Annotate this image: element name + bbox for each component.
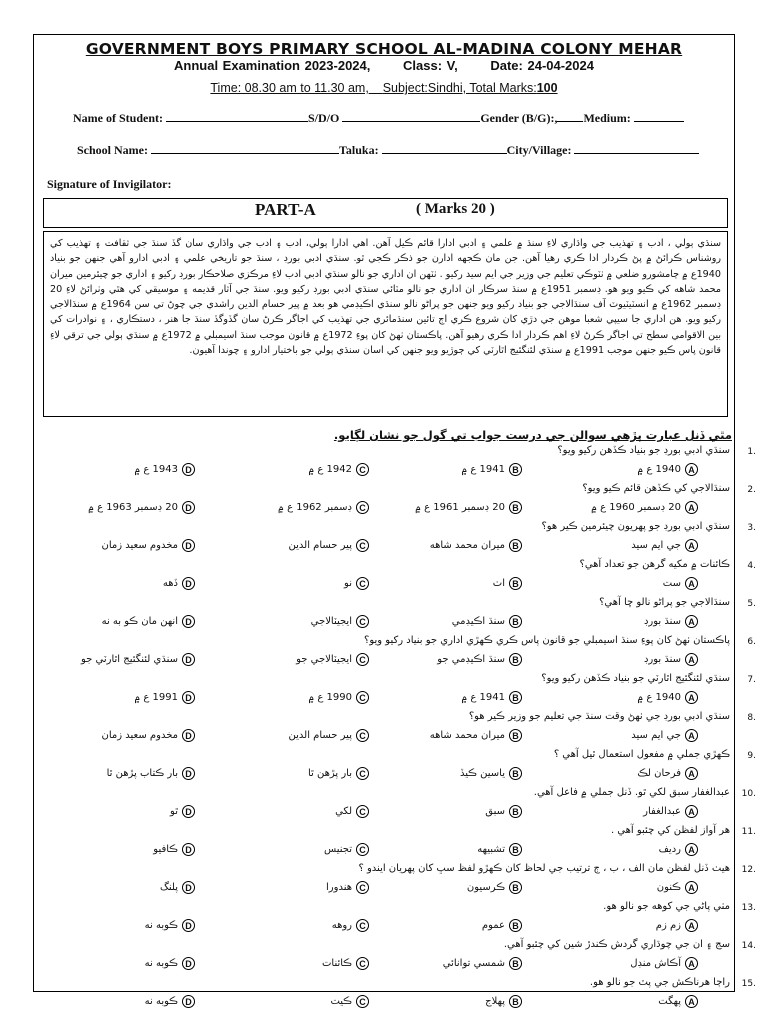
option-a-label: فرحان لڪ [637,768,681,779]
option-b[interactable] [485,805,522,818]
question-number: 9. [747,751,756,761]
option-a-circle[interactable]: A [685,919,698,932]
option-b-circle[interactable]: B [509,881,522,894]
option-a-label: رديف [658,844,681,855]
question-text: هيٺ ڏنل لفظن مان الف ، ب ، ڄ ترتيب جي لحاظ کان ڪهڙو لفظ سڀ کان پهريان ايندو ؟ [358,863,730,874]
option-b[interactable] [460,767,522,780]
option-d-circle[interactable]: D [182,501,195,514]
option-d-label: ڪوبه نه [144,920,178,931]
option-d[interactable] [102,729,195,742]
question-number: 2. [747,485,756,495]
time-subject-line [0,81,768,95]
option-b-label: عموم [481,920,505,931]
question-number: 11. [741,827,756,837]
exam-time: Time: 08.30 am to 11.30 am, [210,81,369,95]
option-b[interactable] [443,957,522,970]
option-b-circle[interactable]: B [509,805,522,818]
option-d[interactable] [134,463,195,476]
option-c[interactable] [332,919,369,932]
option-a[interactable] [637,691,698,704]
option-d-circle[interactable]: D [182,995,195,1008]
option-b-circle[interactable]: B [509,653,522,666]
question-number: 12. [741,865,756,875]
option-b[interactable] [482,919,522,932]
option-a[interactable] [637,767,698,780]
option-d[interactable] [163,577,195,590]
sdo-label: S/D/O [308,111,340,125]
option-a-circle[interactable]: A [685,463,698,476]
exam-class: Class: V, [403,58,458,73]
option-a-label: سنڌ بورڊ [643,654,681,665]
option-d[interactable] [102,539,195,552]
option-b-circle[interactable]: B [509,691,522,704]
option-b-label: ميران محمد شاهه [429,540,505,551]
option-a[interactable] [659,843,698,856]
option-a-circle[interactable]: A [685,881,698,894]
option-d-circle[interactable]: D [182,767,195,780]
option-b-label: 1941 ع ۾ [461,692,505,703]
option-d-circle[interactable]: D [182,463,195,476]
option-d-label: ڪوبه نه [144,996,178,1007]
mcq-instruction: مٿي ڏنل عبارت پڙهي سوالن جي درست جواب تي گول جو نشان لڳايو. [333,428,732,442]
option-b-circle[interactable]: B [509,843,522,856]
option-a-circle[interactable]: A [685,957,698,970]
option-b[interactable] [461,691,522,704]
taluka-label: Taluka: [339,143,379,157]
option-d-label: انهن مان ڪو به نه [101,616,178,627]
option-b-label: سنڌ اڪيڊمي [451,616,505,627]
school-label: School Name: [77,143,148,157]
option-b-circle[interactable]: B [509,577,522,590]
option-c-label: پير حسام الدين [288,540,352,551]
option-b-circle[interactable]: B [509,995,522,1008]
option-b-label: ياسين ڪيڏ [460,768,505,779]
option-a-circle[interactable]: A [685,577,698,590]
option-a-label: جي ايم سيد [631,730,681,741]
option-a[interactable] [643,805,698,818]
city-field[interactable] [574,143,699,154]
option-a-label: 20 ڊسمبر 1960 ع ۾ [591,502,681,513]
option-d-label: سنڌي لئنگئيج اٿارٽي جو [80,654,178,665]
option-a-label: پهگت [658,996,681,1007]
question-number: 1. [747,447,756,457]
option-c-label: لکي [335,806,352,817]
option-c-label: 1942 ع ۾ [308,464,352,475]
question-number: 14. [741,941,756,951]
question-text: سنڌالاجي کي ڪڏهن قائم ڪيو ويو؟ [582,483,730,494]
exam-info [0,58,768,73]
signature-label: Signature of Invigilator: [47,177,172,191]
option-d-circle[interactable]: D [182,957,195,970]
option-c[interactable] [308,691,369,704]
option-c[interactable] [308,463,369,476]
option-a[interactable] [631,539,698,552]
option-c-circle[interactable]: C [356,691,369,704]
option-b-circle[interactable]: B [509,539,522,552]
question-number: 5. [747,599,756,609]
option-a[interactable] [663,577,698,590]
option-a[interactable] [658,995,698,1008]
option-c-label: بار پڙهن ٿا [307,768,352,779]
question-number: 4. [747,561,756,571]
option-a[interactable] [637,463,698,476]
name-field[interactable] [166,111,308,122]
question-text: مٺي پاڻي جي کوهه جو نالو هو. [603,901,730,912]
question-text: سنڌالاجي جو پراڻو نالو ڇا آهي؟ [599,597,730,608]
option-c[interactable] [311,615,369,628]
option-c-label: روهه [331,920,352,931]
option-b[interactable] [430,539,522,552]
option-a-circle[interactable]: A [685,615,698,628]
option-d-label: پلنگ [159,882,178,893]
option-c-circle[interactable]: C [356,957,369,970]
option-a-circle[interactable]: A [685,539,698,552]
option-a[interactable] [644,615,698,628]
sdo-field[interactable] [342,111,480,122]
option-c-circle[interactable]: C [356,767,369,780]
option-d[interactable] [102,615,195,628]
option-b-label: 20 ڊسمبر 1961 ع ۾ [415,502,505,513]
option-b-label: شمسي توانائي [442,958,505,969]
option-b-label: اٺ [492,578,505,589]
option-c-circle[interactable]: C [356,995,369,1008]
option-d-circle[interactable]: D [182,729,195,742]
option-d[interactable] [153,843,195,856]
question-number: 15. [741,979,756,989]
option-a-label: سنڌ بورڊ [643,616,681,627]
option-c[interactable] [289,729,370,742]
exam-subject: Subject:Sindhi, Total Marks: [382,81,537,95]
option-b-circle[interactable]: B [509,615,522,628]
option-c-label: ڪائنات [322,958,352,969]
option-a-label: ڪنون [656,882,681,893]
option-a[interactable] [644,653,698,666]
option-c-circle[interactable]: C [356,881,369,894]
question-number: 7. [747,675,756,685]
option-d-label: ڏهه [162,578,178,589]
part-a-title: PART-A [255,200,316,219]
option-c-circle[interactable]: C [356,615,369,628]
option-a-circle[interactable]: A [685,767,698,780]
option-a-circle[interactable]: A [685,501,698,514]
option-c-circle[interactable]: C [356,501,369,514]
option-a-label: زم زم [655,920,681,931]
question-number: 3. [747,523,756,533]
option-c-circle[interactable]: C [356,919,369,932]
taluka-field[interactable] [382,143,507,154]
medium-field[interactable] [634,111,684,122]
option-c-circle[interactable]: C [356,463,369,476]
option-d[interactable] [145,957,195,970]
question-text: ڪهڙي جملي ۾ مفعول استعمال ٿيل آهي ؟ [553,749,730,760]
option-d-label: ڪوبه نه [144,958,178,969]
option-a-circle[interactable]: A [685,729,698,742]
option-b[interactable] [467,881,522,894]
option-d-label: ڪافيو [153,844,178,855]
option-b-circle[interactable]: B [509,729,522,742]
option-c-label: ڊسمبر 1962 ع ۾ [278,502,352,513]
question-number: 8. [747,713,756,723]
gender-label: Gender (B/G):, [480,111,558,125]
question-text: سنڌي ادبي بورڊ جي ٺهڻ وقت سنڌ جي تعليم جو وزير ڪير هو؟ [468,711,730,722]
option-b-circle[interactable]: B [509,501,522,514]
option-a-label: ست [662,578,681,589]
option-a-label: جي ايم سيد [631,540,681,551]
option-b[interactable] [452,615,522,628]
option-c-circle[interactable]: C [356,577,369,590]
medium-label: Medium: [583,111,631,125]
option-b-label: ڪرسيون [466,882,505,893]
option-c[interactable] [324,843,369,856]
option-a-circle[interactable]: A [685,843,698,856]
passage-box [43,231,728,417]
option-d[interactable] [107,767,195,780]
option-b[interactable] [430,729,522,742]
option-a-label: آڪاش منڊل [630,958,681,969]
question-number: 10. [741,789,756,799]
option-d[interactable] [160,881,195,894]
exam-date: Date: 24-04-2024 [490,58,594,73]
question-text: سنڌي ادبي بورڊ جو پهريون چيئرمين ڪير هو؟ [541,521,730,532]
option-d-label: مخدوم سعيد زمان [101,730,178,741]
option-c-circle[interactable]: C [356,653,369,666]
option-c-label: نو [344,578,352,589]
option-b[interactable] [485,995,522,1008]
option-c-label: پير حسام الدين [288,730,352,741]
question-text: ڪائنات ۾ مکيه گرهن جو تعداد آهي؟ [579,559,730,570]
option-d-label: مخدوم سعيد زمان [101,540,178,551]
option-c[interactable] [330,995,369,1008]
option-d-label: 1991 ع ۾ [134,692,178,703]
option-b-label: ميران محمد شاهه [429,730,505,741]
option-b[interactable] [493,577,522,590]
option-d[interactable] [170,805,195,818]
option-a-circle[interactable]: A [685,995,698,1008]
option-a-circle[interactable]: A [685,653,698,666]
gender-field[interactable] [557,111,583,122]
option-c[interactable] [289,539,370,552]
name-label: Name of Student: [73,111,163,125]
option-b-label: 1941 ع ۾ [461,464,505,475]
option-c-circle[interactable]: C [356,843,369,856]
option-a[interactable] [656,919,698,932]
option-d-circle[interactable]: D [182,919,195,932]
option-a-circle[interactable]: A [685,805,698,818]
total-marks: 100 [536,81,558,95]
option-c[interactable] [335,805,369,818]
city-label: City/Village: [506,143,572,157]
option-a-label: 1940 ع ۾ [637,464,681,475]
option-a-label: 1940 ع ۾ [637,692,681,703]
option-d-circle[interactable]: D [182,881,195,894]
exam-title: Annual Examination 2023-2024, [174,58,371,73]
option-b[interactable] [437,653,522,666]
option-d[interactable] [81,653,195,666]
option-d-circle[interactable]: D [182,805,195,818]
question-text: سج ۽ ان جي چوڌاري گردش ڪندڙ شين کي چئبو آهي. [503,939,730,950]
option-b-label: پهلاج [485,996,505,1007]
option-d-circle[interactable]: D [182,615,195,628]
question-text: سنڌي لئنگئيج اٿارٽي جو بنياد ڪڏهن رکيو ويو؟ [541,673,730,684]
option-d[interactable] [88,501,195,514]
option-d[interactable] [134,691,195,704]
option-c[interactable] [296,653,369,666]
school-info-row [77,143,699,158]
question-text: هر آواز لفظن کي چئبو آهي . [610,825,730,836]
question-text: عبدالغفار سبق لکي ٿو. ڏنل جملي ۾ فاعل آهي. [533,787,730,798]
option-a[interactable] [657,881,698,894]
option-d-circle[interactable]: D [182,577,195,590]
option-d-label: 20 ڊسمبر 1963 ع ۾ [88,502,178,513]
question-text: راڄا هرناڪش جي پٽ جو نالو هو. [589,977,730,988]
option-c-label: ايجيٽالاجي [310,616,352,627]
question-number: 6. [747,637,756,647]
school-name: GOVERNMENT BOYS PRIMARY SCHOOL AL-MADINA COLONY MEHAR [85,40,683,58]
question-text: پاڪستان ٺهڻ کان پوءِ سنڌ اسيمبلي جو قانون پاس ڪري ڪهڙي اداري جو بنياد رکيو ويو؟ [364,635,730,646]
option-c-label: ايجيٽالاجي جو [296,654,352,665]
option-c-label: 1990 ع ۾ [308,692,352,703]
passage-text: سنڌي ٻولي ، ادب ۽ تهذيب جي واڌاري لاءِ سنڌ ۾ علمي ۽ ادبي ادارا قائم ڪيل آهن. اهي ادارا ٻولي، ادب ۽ ادب جي واڌاري سان گڏ سنڌ جي ثقافت ۽ تهذيب کي روشناس ڪرائڻ ۾ پڻ ڪردار ادا ڪري رهيا آهن. جن مان ڪجهه ادارن جو ذڪر ڪجي ٿو. سنڌي ادبي بورڊ ، سنڌ جو تاريخي علمي ۽ ادبي ادارو آهي جنهن جو بنياد 1940ع ۾ ڄامشورو ضلعي ۾ ٺٽوڪي تعليم جي وزير جي ايم سيد رکيو . ٺٽهن ان اداري جو نالو سنڌي ادبي ادب لاءِ مرڪزي صلاحڪار بورڊ رکيو ۽ اداري جو چيئرمين ميران محمد شاهه کي ڪيو ويو هو. ڊسمبر 1951ع ۾ سنڌ سرڪار ان اداري جو نالو مٽائي سنڌي ادبي بورڊ رکيو ويو. سنڌ جي آثار قديمه ۽ موسيقي کي هٿي وٺرائڻ لاءِ 20 ڊسمبر 1962ع ۾ انسٽيٽيوٽ آف سنڌالاجي جو بنياد رکيو ويو جنهن جو پراڻو نالو سنڌي اڪيڊمي هو بعد ۾ پير حسام الدين راشدي جي چوڻ تي سن 1964ع ۾ سنڌالاجي رکيو ويو. هن اداري جا سيپي شعبا موهن جي دڙي کان شروع ڪري اڄ تائين سنڌمائري جي تهذيب کي اجاگر ڪرڻ سان گڏوگڏ سنڌ جا هنر ، دستڪاري ، ۽ نوادرات کي بين الاقوامي سطح تي اجاگر ڪرڻ لاءِ اهم ڪردار ادا ڪري رهيو آهن. پاڪستان ٺهڻ کان پوءِ 1972ع ۾ قانون موجب سنڌ اسيمبلي ۾ 1972ع ۾ سنڌي ٻولي جي ترقي لاءِ قانون پاس ڪيو جنهن موجب 1991ع ۾ سنڌي لئنگئيج اٿارٽي کي ڄوڙيو ويو جنهن کي اسان سنڌي ٻولي جو باختيار ادارو ۽ چوندا آهيون. [50,238,722,357]
option-d[interactable] [145,995,195,1008]
option-d[interactable] [145,919,195,932]
option-a-circle[interactable]: A [685,691,698,704]
option-c-label: هندورا [326,882,352,893]
option-b[interactable] [477,843,522,856]
option-c-label: تجنيس [323,844,352,855]
option-b[interactable] [415,501,522,514]
option-d-label: ٿو [170,806,178,817]
option-c-circle[interactable]: C [356,539,369,552]
option-c[interactable] [344,577,369,590]
student-info-row [73,111,684,126]
option-a-label: عبدالغفار [643,806,681,817]
option-b-label: تشبيهه [477,844,505,855]
option-b-circle[interactable]: B [509,767,522,780]
option-b-circle[interactable]: B [509,957,522,970]
option-c-label: ڪيت [330,996,352,1007]
option-d-circle[interactable]: D [182,691,195,704]
option-b-circle[interactable]: B [509,919,522,932]
option-c-circle[interactable]: C [356,805,369,818]
option-c[interactable] [326,881,369,894]
option-a[interactable] [591,501,698,514]
option-d-circle[interactable]: D [182,539,195,552]
option-d-circle[interactable]: D [182,653,195,666]
option-b-label: سبق [485,806,505,817]
option-c[interactable] [278,501,369,514]
question-number: 13. [741,903,756,913]
option-a[interactable] [631,729,698,742]
option-c[interactable] [322,957,369,970]
option-a[interactable] [630,957,698,970]
option-d-label: بار ڪتاب پڙهن ٿا [106,768,178,779]
part-a-header-box [43,198,728,228]
part-a-marks: ( Marks 20 ) [416,201,495,217]
option-b-circle[interactable]: B [509,463,522,476]
option-d-circle[interactable]: D [182,843,195,856]
question-text: سنڌي ادبي بورڊ جو بنياد ڪڏهن رکيو ويو؟ [557,445,730,456]
option-b-label: سنڌ اڪيڊمي جو [437,654,505,665]
school-field[interactable] [151,143,339,154]
option-b[interactable] [461,463,522,476]
option-c[interactable] [308,767,369,780]
option-c-circle[interactable]: C [356,729,369,742]
signature-row [47,177,171,192]
option-d-label: 1943 ع ۾ [134,464,178,475]
